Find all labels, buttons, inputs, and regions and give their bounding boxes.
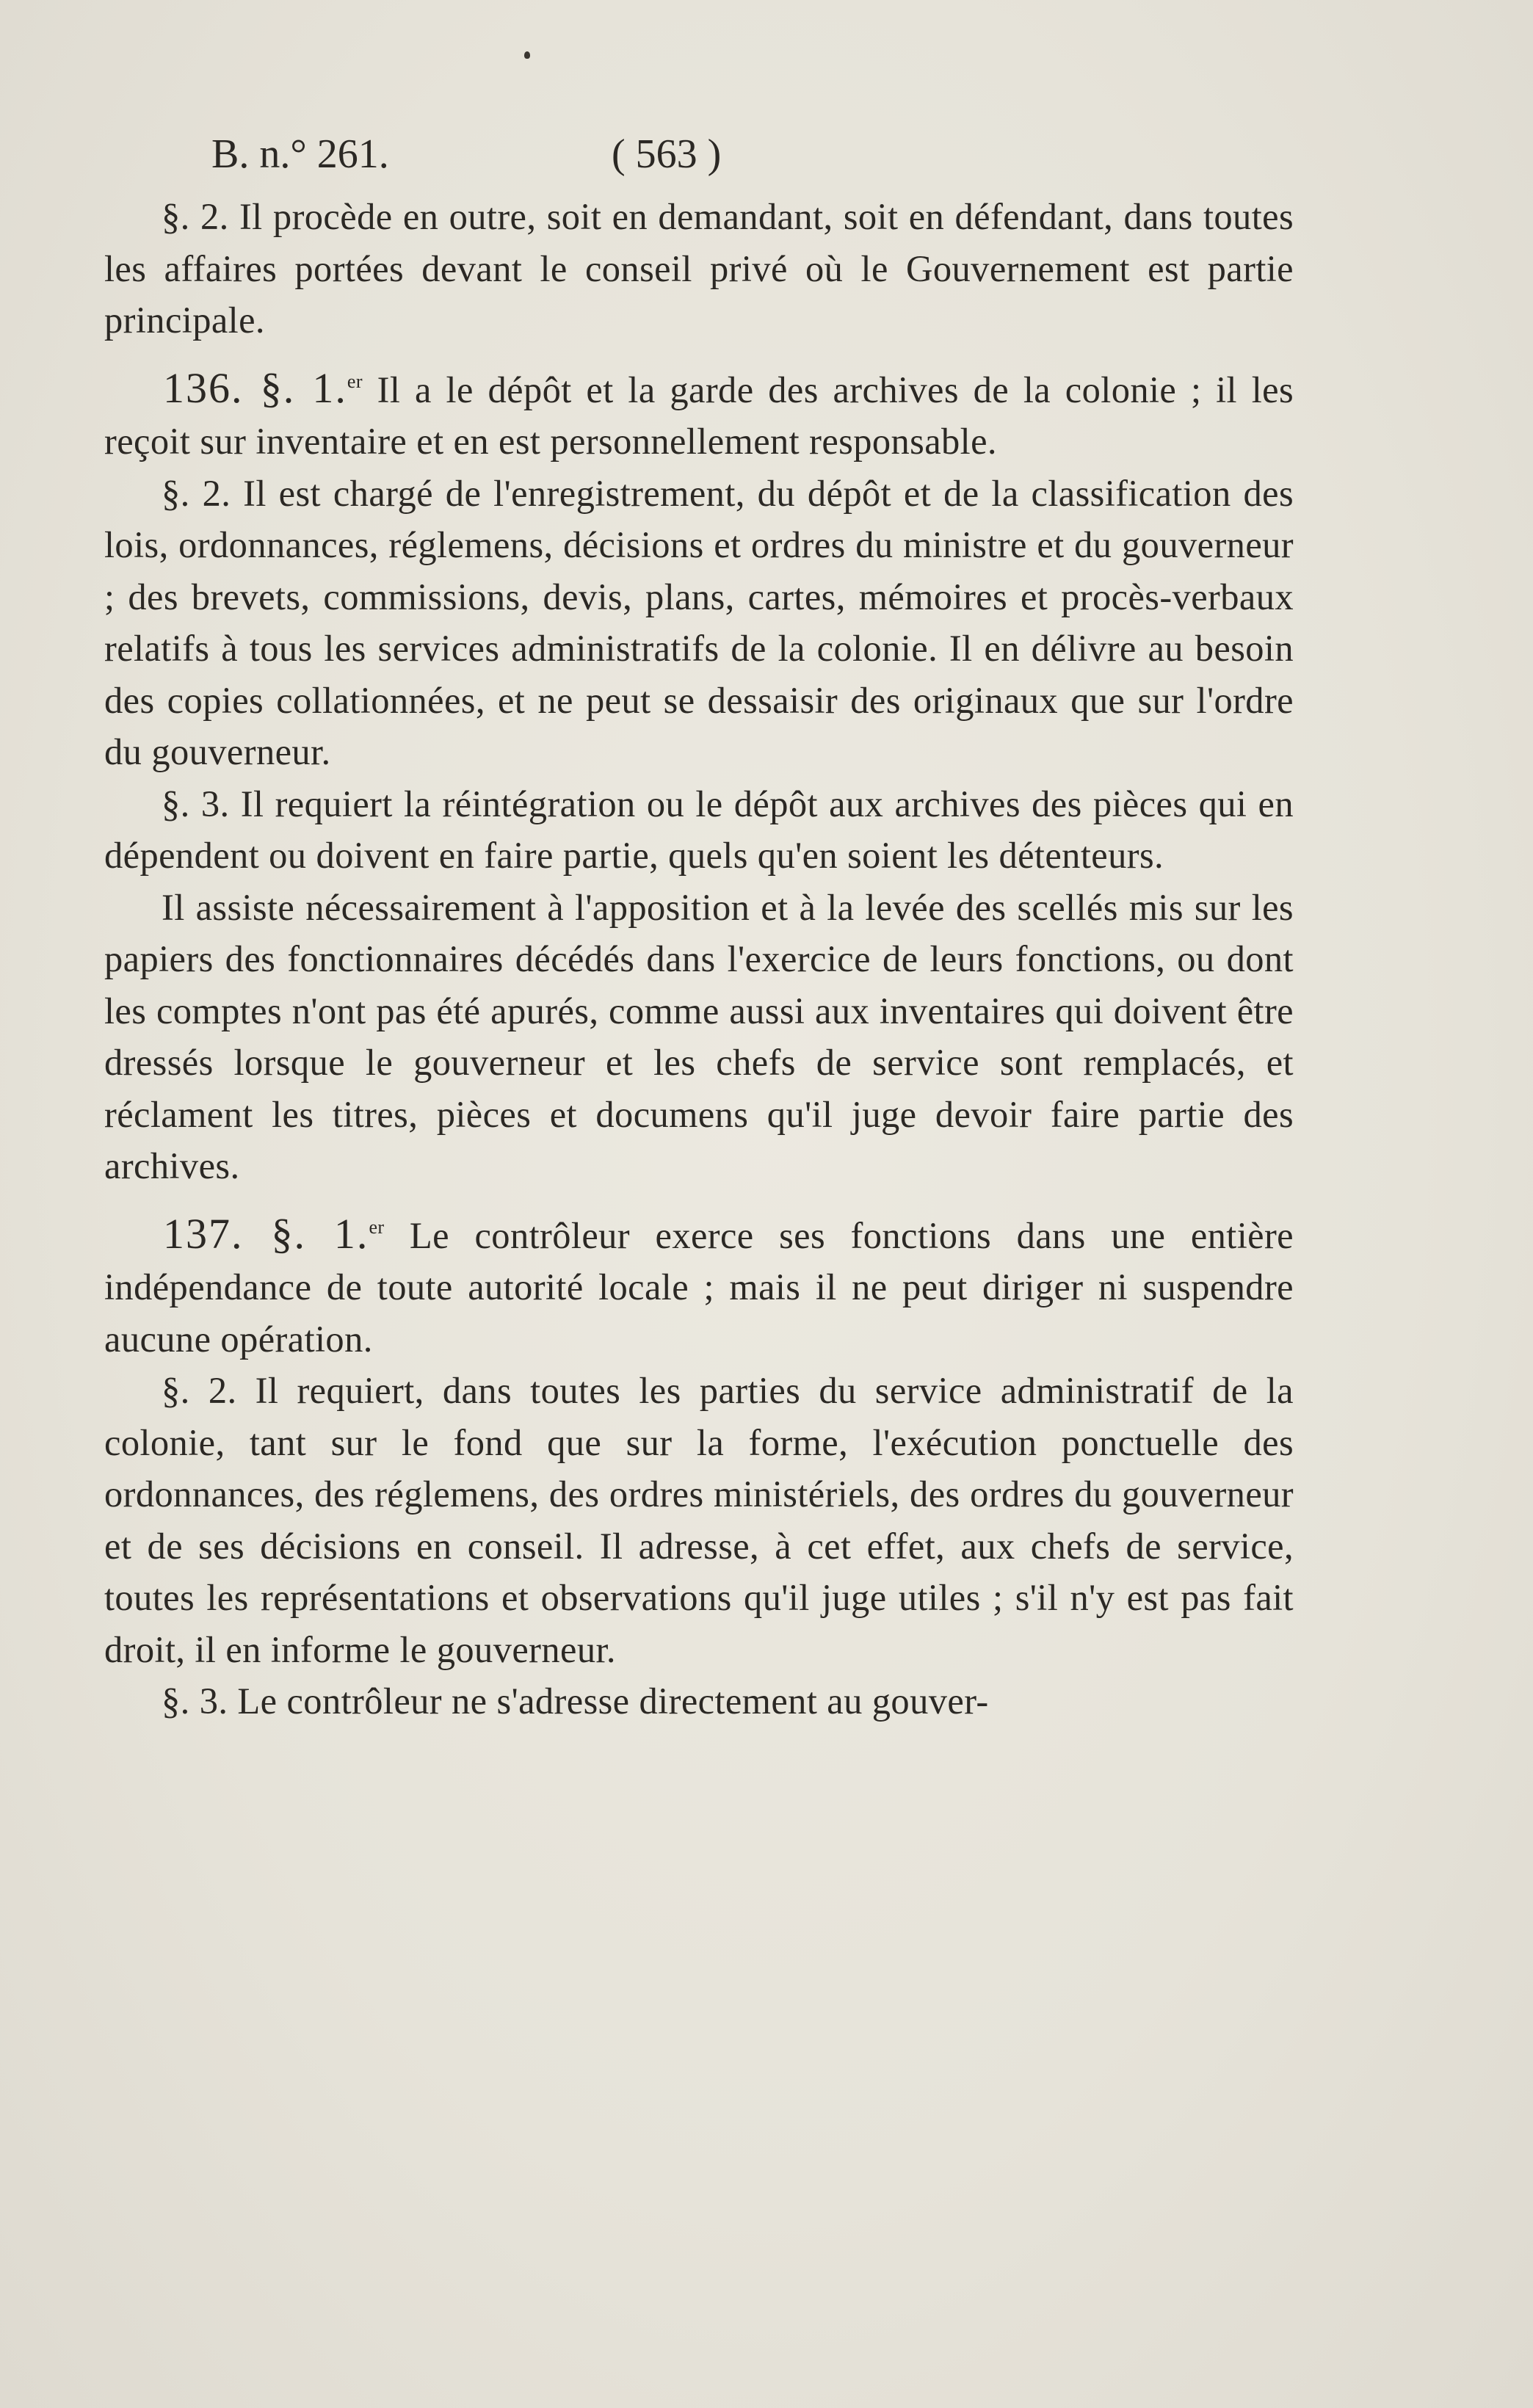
paragraph: Il assiste nécessairement à l'apposition et à la levée des scellés mis sur les papiers des fonctionnaires décédés dans l'exercice de leurs fonctions, ou dont les comptes n'ont pas été apurés, comme aussi aux inventaires qui doivent être dressés lorsque le gouverneur et les chefs de service sont remplacés, et réclament les titres, pièces et documens qu'il juge devoir faire partie des archives. bbox=[104, 886, 1294, 1186]
article-paragraph: 136. §. 1.$^{er}$ Il a le dépôt et la garde des archives de la colonie ; il les reçoit sur inventaire et en est personnellement responsable. bbox=[104, 363, 1294, 462]
article-number: 136. §. 1. bbox=[163, 363, 347, 412]
page-number: ( 563 ) bbox=[612, 131, 722, 177]
paragraph: §. 3. Le contrôleur ne s'adresse directement au gouver- bbox=[162, 1680, 989, 1722]
ordinal-superscript: er bbox=[347, 370, 363, 392]
paragraph: §. 2. Il est chargé de l'enregistrement, du dépôt et de la classification des lois, ordonnances, réglemens, décisions et ordres du ministre et du gouverneur ; des brevets, commissions, devis, plans, cartes, mémoires et procès-verbaux relatifs à tous les services administratifs de la colonie. Il en délivre au besoin des copies collationnées, et ne peut se dessaisir des originaux que sur l'ordre du gouverneur. bbox=[104, 472, 1294, 772]
article-number: 137. §. 1. bbox=[163, 1209, 369, 1258]
paragraph: §. 2. Il procède en outre, soit en demandant, soit en défendant, dans toutes les affaires portées devant le conseil privé où le Gouvernement est partie principale. bbox=[104, 196, 1294, 341]
paragraph: §. 3. Il requiert la réintégration ou le dépôt aux archives des pièces qui en dépendent ou doivent en faire partie, quels qu'en soient les détenteurs. bbox=[104, 783, 1294, 876]
bulletin-number: B. n.° 261. bbox=[211, 131, 389, 177]
printer-mark-icon bbox=[524, 51, 530, 59]
body-text bbox=[104, 191, 1294, 1727]
article-paragraph: 137. §. 1.$^{er}$ Le contrôleur exerce ses fonctions dans une entière indépendance de toute autorité locale ; mais il ne peut diriger ni suspendre aucune opération. bbox=[104, 1209, 1294, 1360]
paragraph: §. 2. Il requiert, dans toutes les parties du service administratif de la colonie, tant sur le fond que sur la forme, l'exécution ponctuelle des ordonnances, des réglemens, des ordres ministériels, des ordres du gouverneur et de ses décisions en conseil. Il adresse, à cet effet, aux chefs de service, toutes les représentations et observations qu'il juge utiles ; s'il n'y est pas fait droit, il en informe le gouverneur. bbox=[104, 1370, 1294, 1670]
ordinal-superscript: er bbox=[369, 1216, 385, 1238]
page-header bbox=[211, 128, 946, 180]
